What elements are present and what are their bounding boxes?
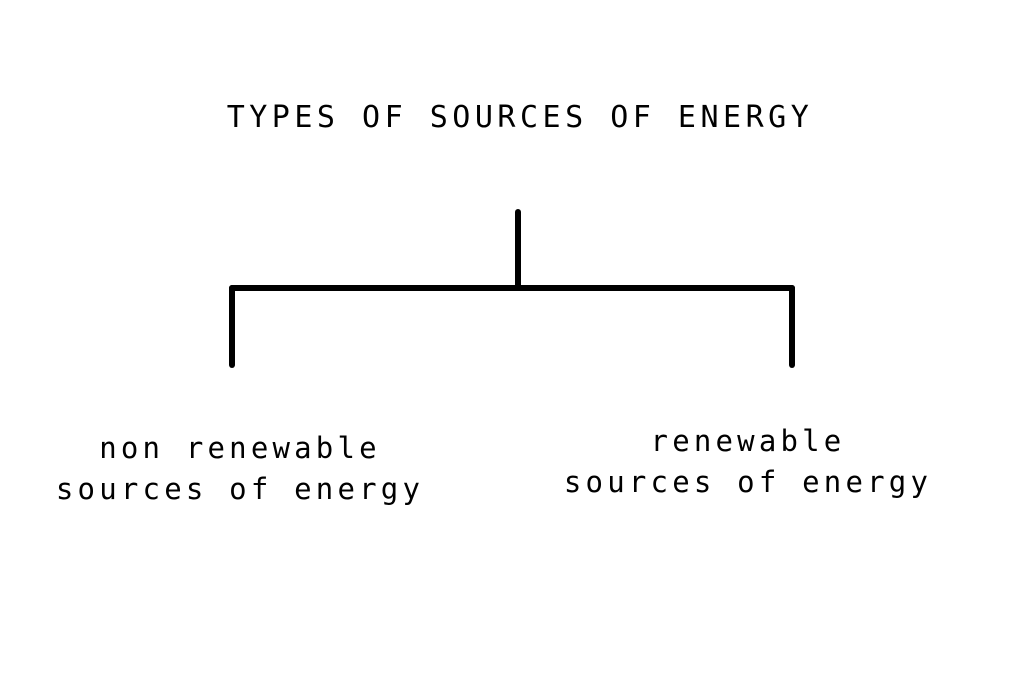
node-renewable-line2: sources of energy	[563, 465, 933, 499]
node-non-renewable-line1: non renewable	[99, 431, 381, 465]
node-renewable	[548, 421, 948, 503]
node-renewable-line1: renewable	[650, 424, 846, 458]
node-non-renewable	[40, 428, 440, 510]
node-non-renewable-line2: sources of energy	[55, 472, 425, 506]
diagram-title: TYPES OF SOURCES OF ENERGY	[226, 100, 814, 135]
